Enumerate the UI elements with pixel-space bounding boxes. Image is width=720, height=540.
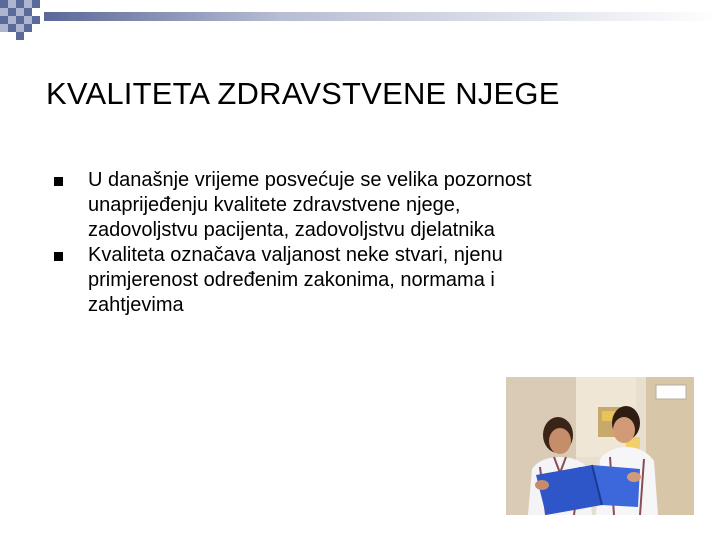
- square-bullet-icon: [54, 252, 63, 261]
- header-gradient-bar: [44, 12, 720, 21]
- bullet-text: [88, 168, 614, 243]
- nurses-reading-document-photo: [506, 377, 694, 515]
- bullet-line: unaprijeđenju kvalitete zdravstvene njege,: [88, 194, 461, 216]
- bullet-list: [54, 168, 614, 318]
- bullet-line: primjerenost određenim zakonima, normama i: [88, 269, 495, 291]
- slide-title: KVALITETA ZDRAVSTVENE NJEGE: [46, 76, 560, 111]
- bullet-item: [54, 168, 614, 243]
- bullet-line: U današnje vrijeme posvećuje se velika pozornost: [88, 169, 532, 191]
- bullet-line: Kvaliteta označava valjanost neke stvari, njenu: [88, 244, 503, 266]
- bullet-line: zahtjevima: [88, 294, 184, 316]
- bullet-item: [54, 243, 614, 318]
- bullet-line: zadovoljstvu pacijenta, zadovoljstvu djelatnika: [88, 219, 495, 241]
- bullet-text: [88, 243, 614, 318]
- checker-pattern: [0, 0, 40, 40]
- corner-decoration: [0, 0, 720, 46]
- square-bullet-icon: [54, 177, 63, 186]
